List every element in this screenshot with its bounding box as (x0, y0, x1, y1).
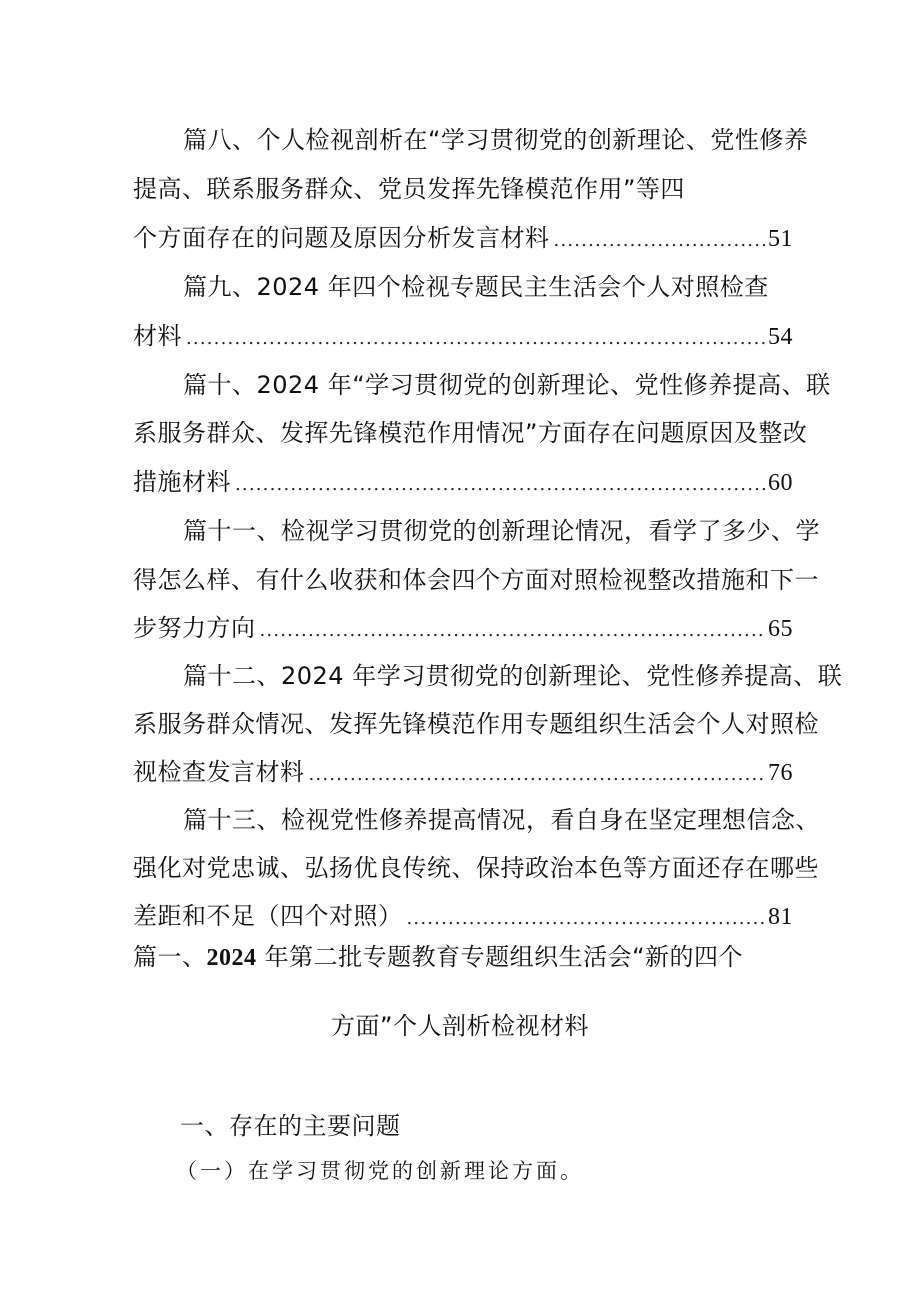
toc-item-13-text: 差距和不足（四个对照） (133, 902, 403, 930)
article-title-rest: 年第二批专题教育专题组织生活会“新的四个 (256, 943, 744, 971)
toc-leader-dots (309, 758, 767, 792)
article-title-line-1 (133, 940, 793, 975)
toc-item-8-line-3[interactable] (133, 221, 793, 255)
toc-item-9-page-number: 54 (768, 324, 793, 350)
toc-item-12-line-1: 篇十二、2024 年学习贯彻党的创新理论、党性修养提高、联 (183, 662, 843, 690)
toc-item-12-text: 视检查发言材料 (133, 758, 305, 786)
toc-item-10-text: 措施材料 (133, 468, 231, 496)
toc-item-10-line-2: 系服务群众、发挥先锋模范作用情况”方面存在问题原因及整改 (133, 419, 808, 447)
toc-item-10-page-number: 60 (768, 470, 793, 496)
toc-item-12-page-number: 76 (768, 760, 793, 786)
subsection-heading: （一）在学习贯彻党的创新理论方面。 (176, 1159, 584, 1183)
article-title-year: 2024 (206, 945, 257, 971)
toc-item-8-text: 个方面存在的问题及原因分析发言材料 (133, 224, 550, 252)
toc-item-12-line-3[interactable] (133, 755, 793, 789)
toc-item-10-line-3[interactable] (133, 465, 793, 499)
toc-item-13-line-2: 强化对党忠诚、弘扬优良传统、保持政治本色等方面还存在哪些 (133, 854, 819, 882)
toc-item-11-line-2: 得怎么样、有什么收获和体会四个方面对照检视整改措施和下一 (133, 566, 819, 594)
toc-item-13-page-number: 81 (768, 904, 793, 930)
article-title-prefix: 篇一、 (133, 943, 207, 971)
toc-item-9-text: 材料 (133, 322, 182, 350)
toc-item-9-line-1: 篇九、2024 年四个检视专题民主生活会个人对照检查 (183, 273, 769, 301)
toc-item-11-text: 步努力方向 (133, 614, 256, 642)
toc-item-13-line-1: 篇十三、检视党性修养提高情况，看自身在坚定理想信念、 (183, 806, 820, 834)
toc-leader-dots (407, 902, 767, 936)
toc-item-8-line-2: 提高、联系服务群众、党员发挥先锋模范作用”等四 (133, 175, 685, 203)
section-heading: 一、存在的主要问题 (180, 1112, 401, 1140)
toc-item-8-page-number: 51 (768, 226, 793, 252)
toc-item-9-line-2[interactable] (133, 319, 793, 353)
toc-item-11-line-3[interactable] (133, 611, 793, 645)
toc-leader-dots (235, 468, 766, 502)
toc-item-13-line-3[interactable] (133, 899, 793, 933)
toc-item-12-line-2: 系服务群众情况、发挥先锋模范作用专题组织生活会个人对照检 (133, 710, 819, 738)
toc-leader-dots (260, 614, 767, 648)
toc-item-11-line-1: 篇十一、检视学习贯彻党的创新理论情况，看学了多少、学 (183, 517, 820, 545)
toc-item-8-line-1: 篇八、个人检视剖析在“学习贯彻党的创新理论、党性修养 (183, 126, 809, 154)
toc-item-11-page-number: 65 (768, 616, 793, 642)
toc-item-10-line-1: 篇十、2024 年“学习贯彻党的创新理论、党性修养提高、联 (183, 371, 831, 399)
article-title-line-2: 方面”个人剖析检视材料 (331, 1012, 589, 1040)
toc-leader-dots (554, 224, 767, 258)
toc-leader-dots (186, 322, 766, 356)
